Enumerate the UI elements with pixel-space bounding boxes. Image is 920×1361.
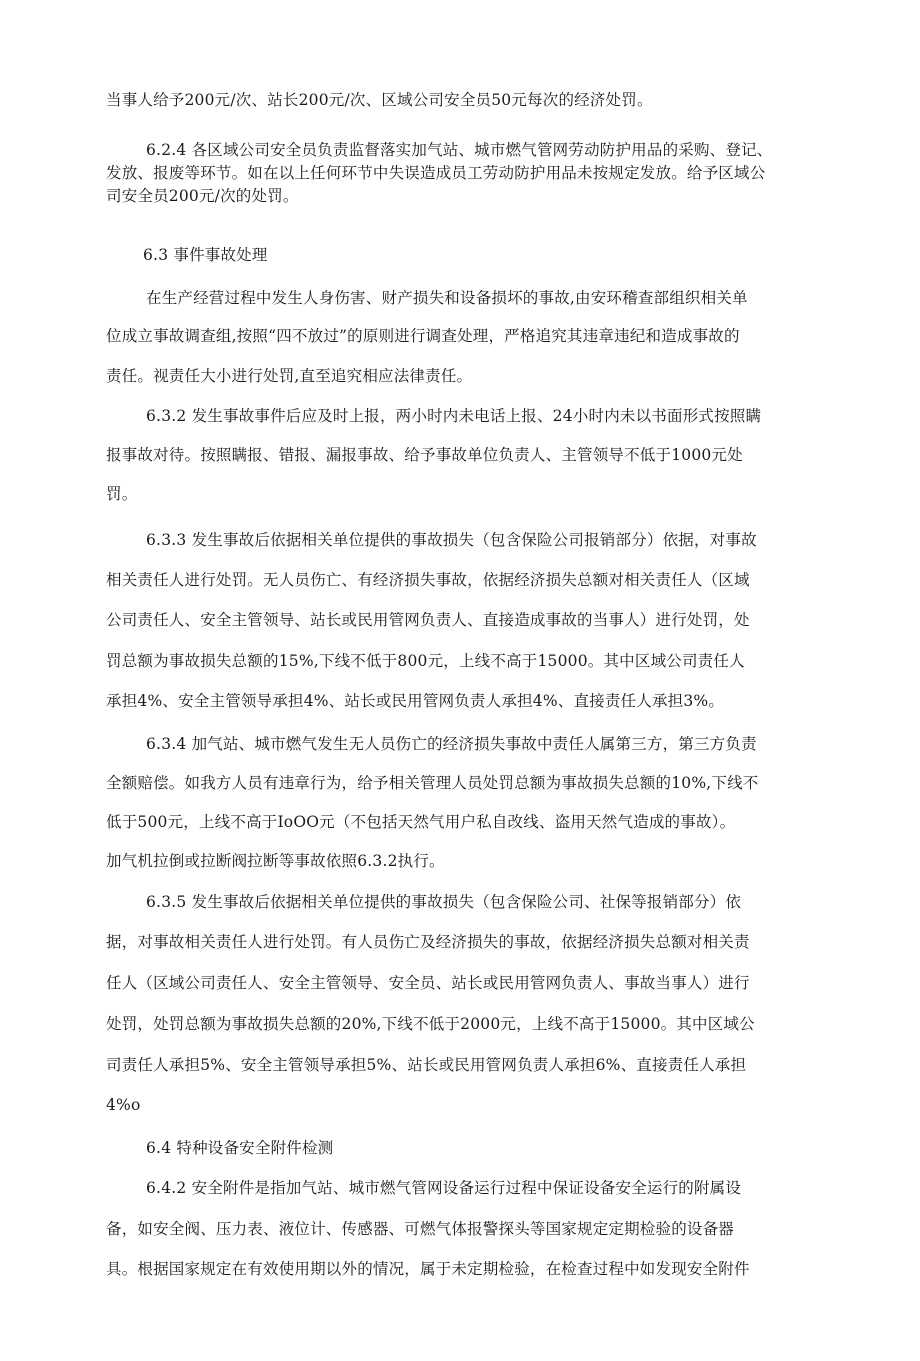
text-line: 据，对事故相关责任人进行处罚。有人员伤亡及经济损失的事故，依据经济损失总额对相关责 [106, 933, 750, 951]
text-line: 承担4%、安全主管领导承担4%、站长或民用管网负责人承担4%、直接责任人承担3%。 [106, 692, 725, 710]
text-line: 6.4.2 安全附件是指加气站、城市燃气管网设备运行过程中保证设备安全运行的附属设 [146, 1179, 742, 1197]
text-line: 4%o [106, 1096, 141, 1114]
text-line: 报事故对待。按照瞒报、错报、漏报事故、给予事故单位负责人、主管领导不低于1000元处 [106, 446, 743, 464]
text-line: 在生产经营过程中发生人身伤害、财产损失和设备损坏的事故,由安环稽查部组织相关单 [146, 289, 748, 307]
text-line: 低于500元，上线不高于IoOO元（不包括天然气用户私自改线、盗用天然气造成的事故）。 [106, 813, 736, 831]
text-line: 任人（区域公司责任人、安全主管领导、安全员、站长或民用管网负责人、事故当事人）进行 [106, 974, 750, 992]
text-line: 发放、报废等环节。如在以上任何环节中失误造成员工劳动防护用品未按规定发放。给予区域公 [106, 164, 766, 182]
text-line: 当事人给予200元/次、站长200元/次、区域公司安全员50元每次的经济处罚。 [106, 91, 653, 109]
text-line: 6.2.4 各区域公司安全员负责监督落实加气站、城市燃气管网劳动防护用品的采购、登记、 [146, 141, 773, 159]
text-line: 6.3.4 加气站、城市燃气发生无人员伤亡的经济损失事故中责任人属第三方，第三方负责 [146, 735, 757, 753]
text-line: 处罚，处罚总额为事故损失总额的20%,下线不低于2000元，上线不高于15000。其中区域公 [106, 1015, 755, 1033]
text-line: 司责任人承担5%、安全主管领导承担5%、站长或民用管网负责人承担6%、直接责任人承担 [106, 1056, 747, 1074]
text-line: 位成立事故调查组,按照“四不放过”的原则进行调查处理，严格追究其违章违纪和造成事故的 [106, 327, 740, 345]
text-line: 司安全员200元/次的处罚。 [106, 187, 299, 205]
section-heading: 6.4 特种设备安全附件检测 [146, 1139, 334, 1157]
text-line: 罚。 [106, 485, 138, 503]
section-heading: 6.3 事件事故处理 [143, 246, 268, 264]
text-line: 具。根据国家规定在有效使用期以外的情况，属于未定期检验，在检查过程中如发现安全附件 [106, 1260, 750, 1278]
text-line: 责任。视责任大小进行处罚,直至追究相应法律责任。 [106, 367, 473, 385]
text-line: 6.3.3 发生事故后依据相关单位提供的事故损失（包含保险公司报销部分）依据，对事故 [146, 531, 757, 549]
text-line: 全额赔偿。如我方人员有违章行为，给予相关管理人员处罚总额为事故损失总额的10%,下线不 [106, 774, 759, 792]
text-line: 罚总额为事故损失总额的15%,下线不低于800元，上线不高于15000。其中区域公司责任人 [106, 652, 745, 670]
text-line: 公司责任人、安全主管领导、站长或民用管网负责人、直接造成事故的当事人）进行处罚，处 [106, 611, 750, 629]
text-line: 相关责任人进行处罚。无人员伤亡、有经济损失事故，依据经济损失总额对相关责任人（区域 [106, 571, 750, 589]
text-line: 加气机拉倒或拉断阀拉断等事故依照6.3.2执行。 [106, 852, 445, 870]
text-line: 6.3.5 发生事故后依据相关单位提供的事故损失（包含保险公司、社保等报销部分）依 [146, 893, 742, 911]
text-line: 备，如安全阀、压力表、液位计、传感器、可燃气体报警探头等国家规定定期检验的设备器 [106, 1220, 735, 1238]
text-line: 6.3.2 发生事故事件后应及时上报，两小时内未电话上报、24小时内未以书面形式按照瞒 [146, 407, 762, 425]
